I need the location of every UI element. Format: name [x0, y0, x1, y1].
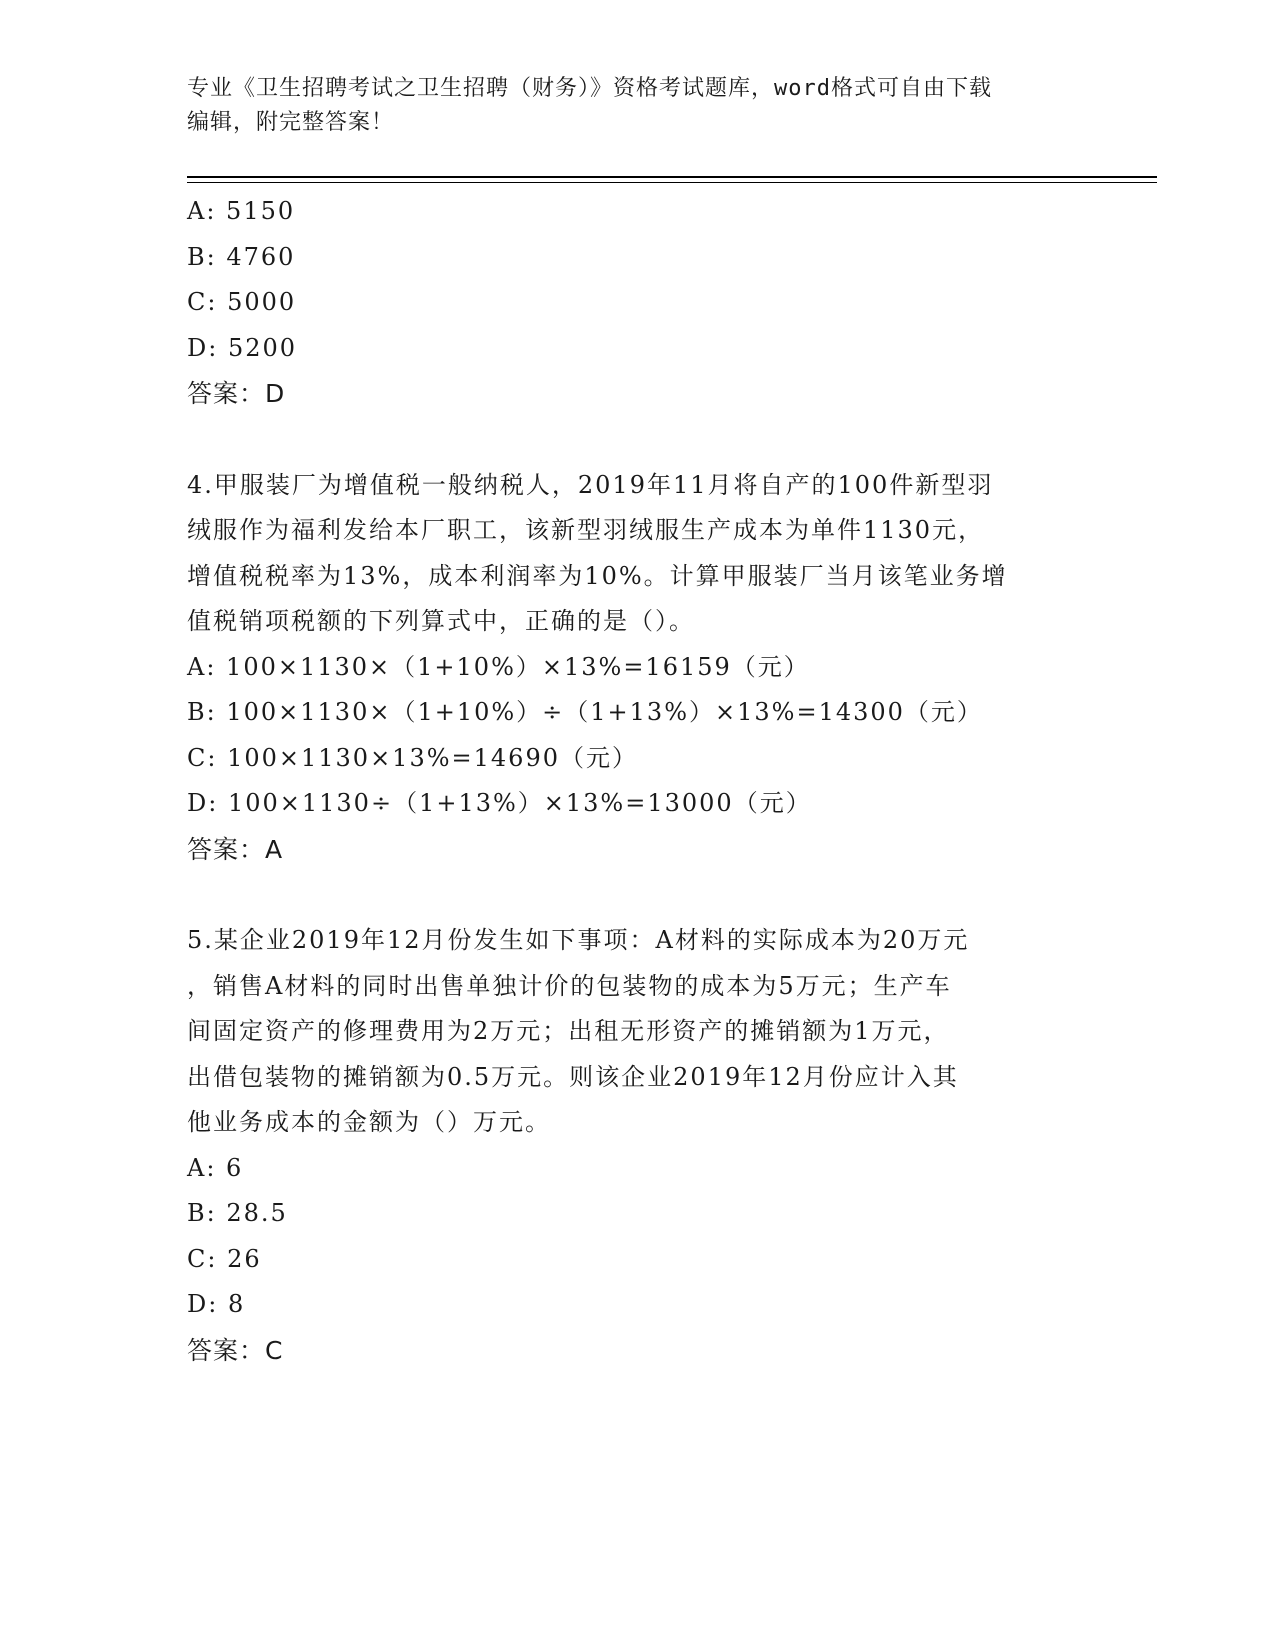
q4-stem-line-2: 绒服作为福利发给本厂职工，该新型羽绒服生产成本为单件1130元，	[187, 516, 985, 544]
q4-option-c: C: 100×1130×13%=14690（元）	[187, 743, 638, 772]
spacer	[187, 417, 1087, 463]
q5-stem-line-2: ，销售A材料的同时出售单独计价的包装物的成本为5万元；生产车	[187, 971, 952, 1000]
q5-stem-line-1: 5.某企业2019年12月份发生如下事项：A材料的实际成本为20万元	[187, 926, 970, 954]
spacer	[187, 872, 1087, 918]
question-content	[187, 189, 1087, 1373]
question-3-block	[187, 189, 1087, 417]
q5-option-d: D: 8	[187, 1290, 246, 1318]
question-4-block	[187, 463, 1087, 873]
document-header	[187, 72, 1087, 140]
q4-stem-line-3: 增值税税率为13%，成本利润率为10%。计算甲服装厂当月该笔业务增	[187, 561, 1008, 590]
q4-answer: 答案：A	[187, 834, 284, 864]
q4-option-d: D: 100×1130÷（1+13%）×13%=13000（元）	[187, 789, 812, 817]
q4-stem-line-4: 值税销项税额的下列算式中，正确的是（）。	[187, 607, 695, 635]
q4-stem-line-1: 4.甲服装厂为增值税一般纳税人，2019年11月将自产的100件新型羽	[187, 470, 994, 499]
q3-answer: 答案：D	[187, 379, 286, 408]
q5-option-c: C: 26	[187, 1244, 262, 1273]
q4-option-b: B: 100×1130×（1+10%）÷（1+13%）×13%=14300（元）	[187, 698, 983, 726]
question-5-block	[187, 918, 1087, 1373]
q3-option-b: B: 4760	[187, 242, 296, 271]
header-line-2: 编辑，附完整答案！	[187, 110, 395, 135]
q3-option-d: D: 5200	[187, 333, 298, 362]
q5-answer: 答案：C	[187, 1335, 284, 1365]
q3-option-c: C: 5000	[187, 288, 297, 316]
q5-option-b: B: 28.5	[187, 1199, 288, 1227]
q5-stem-line-5: 他业务成本的金额为（）万元。	[187, 1108, 551, 1136]
q4-stem	[187, 463, 1087, 645]
q4-option-a: A: 100×1130×（1+10%）×13%=16159（元）	[187, 652, 810, 681]
q5-stem-line-3: 间固定资产的修理费用为2万元；出租无形资产的摊销额为1万元，	[187, 1017, 950, 1045]
q5-stem	[187, 918, 1087, 1146]
q3-option-a: A: 5150	[187, 197, 296, 225]
header-rule-thin	[187, 182, 1157, 183]
header-line-1: 专业《卫生招聘考试之卫生招聘（财务）》资格考试题库，word格式可自由下载	[187, 76, 992, 101]
header-rule-thick	[187, 176, 1157, 178]
q5-option-a: A: 6	[187, 1153, 244, 1182]
q5-stem-line-4: 出借包装物的摊销额为0.5万元。则该企业2019年12月份应计入其	[187, 1062, 959, 1091]
